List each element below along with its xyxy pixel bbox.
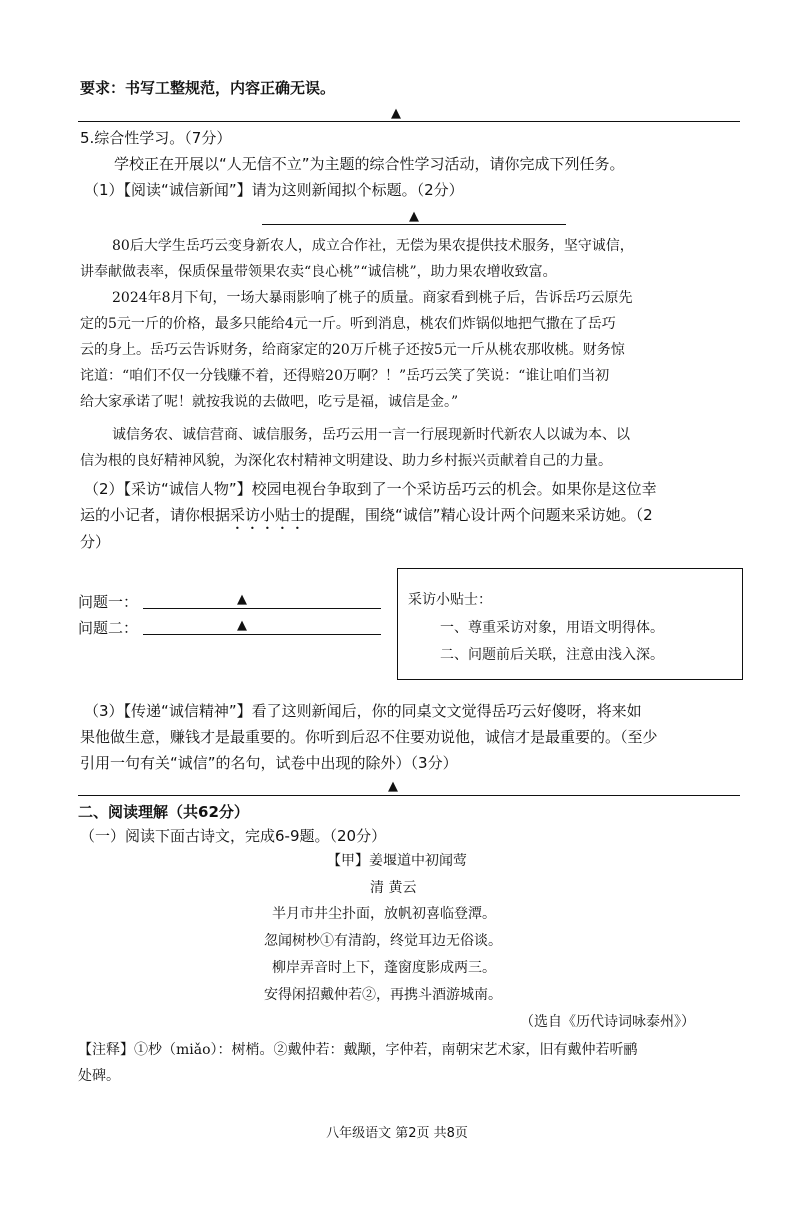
requirement-text: 要求：书写工整规范，内容正确无误。 <box>80 79 336 97</box>
page-footer: 八年级语文 第2页 共8页 <box>326 1126 468 1141</box>
answer-line[interactable] <box>78 121 740 122</box>
tips-title: 采访小贴士： <box>408 592 492 608</box>
answer-triangle-icon: ▲ <box>237 618 247 633</box>
q5-task1: （1）【阅读“诚信新闻”】请为这则新闻拟个标题。（2分） <box>84 181 464 199</box>
poem-line: 安得闲招戴仲若②，再携斗酒游城南。 <box>264 987 502 1003</box>
news-line: 80后大学生岳巧云变身新农人，成立合作社，无偿为果农提供技术服务，坚守诚信， <box>112 238 634 254</box>
q5-task2-line: （2）【采访“诚信人物”】校园电视台争取到了一个采访岳巧云的机会。如果你是这位幸 <box>84 480 657 498</box>
q5-task2-text: 的提醒，围绕“诚信”精心设计两个问题来采访她。（2 <box>305 506 653 524</box>
answer-triangle-icon: ▲ <box>391 106 401 121</box>
emphasized-text: 采访小贴士 <box>230 506 306 524</box>
news-line: 诚信务农、诚信营商、诚信服务，岳巧云用一言一行展现新时代新农人以诚为本、以 <box>112 427 630 443</box>
question-label: 问题一： <box>78 593 139 611</box>
poem-line: 半月市井尘扑面，放帆初喜临登潭。 <box>272 906 496 922</box>
poem-title: 【甲】姜堰道中初闻莺 <box>327 853 467 869</box>
poem-line: 柳岸弄音时上下，蓬窗度影成两三。 <box>272 960 496 976</box>
tip-item: 一、尊重采访对象，用语文明得体。 <box>440 620 664 636</box>
answer-line[interactable] <box>262 224 566 225</box>
answer-line[interactable] <box>78 795 740 796</box>
notes-line: 处碑。 <box>78 1068 120 1084</box>
news-line: 定的5元一斤的价格，最多只能给4元一斤。听到消息，桃农们炸锅似地把气撒在了岳巧 <box>80 316 616 332</box>
q5-task2-line: 分） <box>80 533 111 551</box>
poem-author: 清 黄云 <box>370 880 417 896</box>
news-line: 诧道：“咱们不仅一分钱赚不着，还得赔20万啊？！”岳巧云笑了笑说：“谁让咱们当初 <box>80 368 610 384</box>
q5-task2-line <box>80 505 653 533</box>
answer-triangle-icon: ▲ <box>388 779 398 794</box>
q5-task3-line: （3）【传递“诚信精神”】看了这则新闻后，你的同桌文文觉得岳巧云好傻呀，将来如 <box>84 702 642 720</box>
poem-source: （选自《历代诗词咏泰州》） <box>520 1014 695 1030</box>
notes-line: 【注释】①杪（miǎo）：树梢。②戴仲若：戴颙，字仲若，南朝宋艺术家，旧有戴仲若听鹂 <box>78 1042 638 1058</box>
news-line: 信为根的良好精神风貌，为深化农村精神文明建设、助力乡村振兴贡献着自己的力量。 <box>80 453 612 469</box>
question-answer-line[interactable] <box>143 608 381 609</box>
poem-line: 忽闻树杪①有清韵，终觉耳边无俗谈。 <box>264 933 502 949</box>
section-part1: （一）阅读下面古诗文，完成6-9题。（20分） <box>80 827 387 845</box>
q5-intro: 学校正在开展以“人无信不立”为主题的综合性学习活动，请你完成下列任务。 <box>114 155 625 173</box>
section-heading: 二、阅读理解（共62分） <box>78 803 249 821</box>
q5-task3-line: 引用一句有关“诚信”的名句，试卷中出现的除外）（3分） <box>80 754 458 772</box>
news-line: 给大家承诺了呢！就按我说的去做吧，吃亏是福，诚信是金。” <box>80 394 459 410</box>
question-answer-line[interactable] <box>143 634 381 635</box>
tip-item: 二、问题前后关联，注意由浅入深。 <box>440 647 664 663</box>
news-line: 云的身上。岳巧云告诉财务，给商家定的20万斤桃子还按5元一斤从桃农那收桃。财务惊 <box>80 342 625 358</box>
answer-triangle-icon: ▲ <box>409 209 419 224</box>
question-label: 问题二： <box>78 619 139 637</box>
q5-task2-text: 运的小记者，请你根据 <box>80 506 231 524</box>
news-line: 2024年8月下旬，一场大暴雨影响了桃子的质量。商家看到桃子后，告诉岳巧云原先 <box>112 290 633 306</box>
q5-title: 5.综合性学习。（7分） <box>80 129 232 147</box>
news-line: 讲奉献做表率，保质保量带领果农卖“良心桃”“诚信桃”，助力果农增收致富。 <box>80 264 557 280</box>
answer-triangle-icon: ▲ <box>237 592 247 607</box>
q5-task3-line: 果他做生意，赚钱才是最重要的。你听到后忍不住要劝说他，诚信才是最重要的。（至少 <box>80 728 658 746</box>
